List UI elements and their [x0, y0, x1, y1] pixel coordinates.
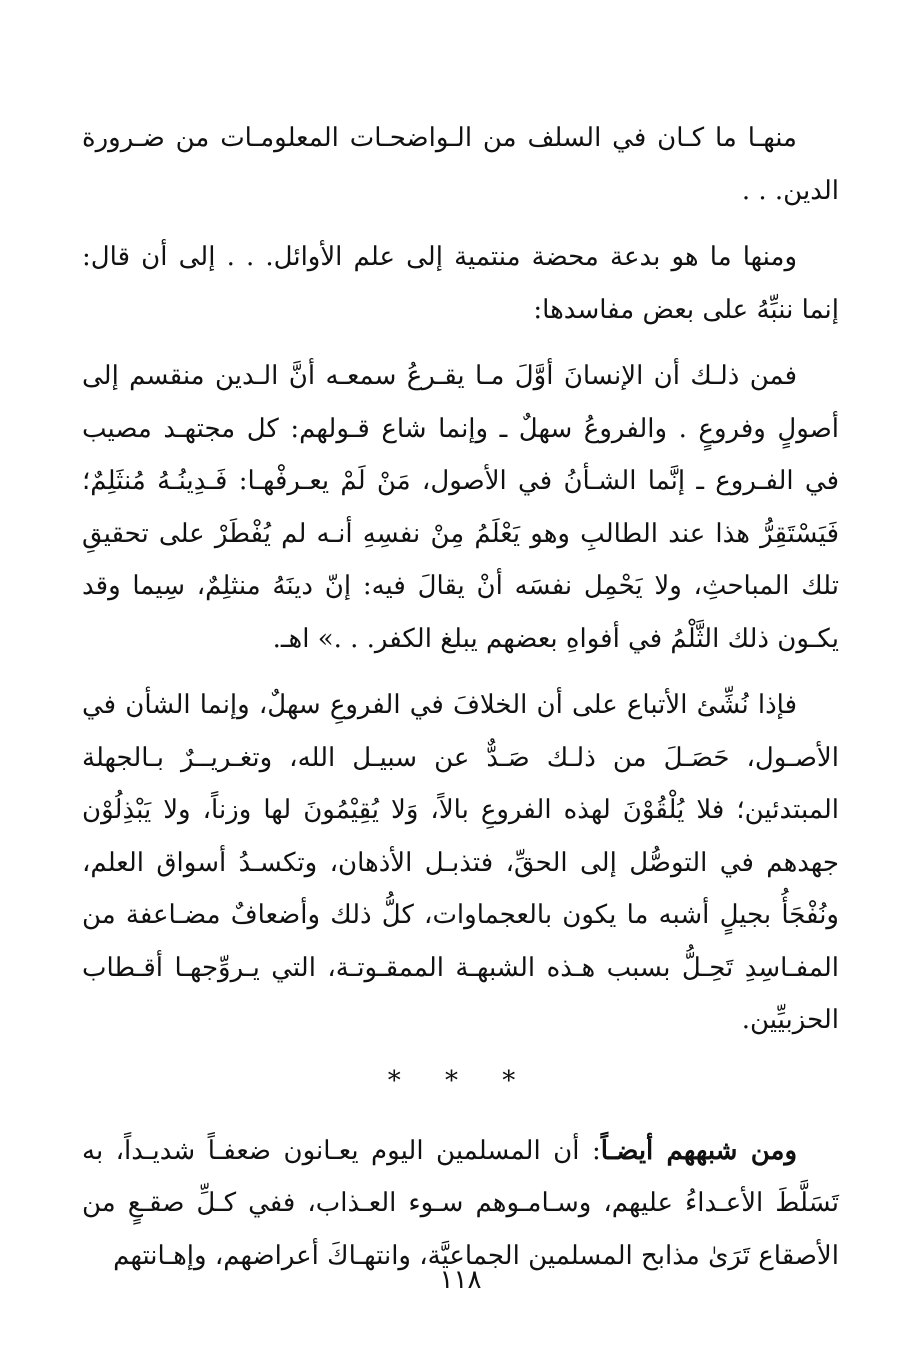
section-separator: * * * [387, 1065, 534, 1096]
paragraph-5-text: : أن المسلمين اليوم يعـانون ضعفـاً شديـداً، به تَسَلَّطَ الأعـداءُ عليهم، وسـامـوهم سـوء العـذاب، ففي كـلِّ صقـعٍ من الأصقاع تَرَىٰ مذابح المسلمين الجماعيَّة، وانتهـاكَ أعراضهم، وإهـانتهم [82, 1135, 839, 1271]
paragraph-1: منهـا ما كـان في السلف من الـواضحـات المعلومـات من ضـرورة الدين. . . [82, 123, 839, 206]
paragraph-3: فمن ذلـك أن الإنسانَ أوَّلَ مـا يقـرعُ سمعـه أنَّ الـدين منقسم إلى أصولٍ وفروعٍ . والفروعُ سهلٌ ـ وإنما شاع قـولهم: كل مجتهـد مصيب في الفـروع ـ إنَّما الشـأنُ في الأصول، مَنْ لَمْ يعـرفْهـا: فَـدِينُـهُ مُنثَلِمٌ؛ فَيَسْتَقِرُّ هذا عند الطالبِ وهو يَعْلَمُ مِنْ نفسِهِ أنـه لم يُفْطَرْ على تحقيقِ تلك المباحثِ، ولا يَحْمِل نفسَه أنْ يقالَ فيه: إنّ دينَهُ منثلِمٌ، سِيما وقد يكـون ذلك الثَّلْمُ في أفواهِ بعضهم يبلغ الكفر. . .» اهـ. [82, 361, 839, 654]
paragraph-5 [82, 1125, 839, 1283]
paragraph-5-lead: ومن شبههم أيضـاً [600, 1135, 797, 1166]
page-number: ١١٨ [439, 1265, 482, 1295]
paragraph-2: ومنها ما هو بدعة محضة منتمية إلى علم الأوائل. . . إلى أن قال: إنما ننبِّهُ على بعض مفاسدها: [82, 242, 839, 325]
paragraph-4: فإذا نُشِّئ الأتباع على أن الخلافَ في الفروعِ سهلٌ، وإنما الشأن في الأصـول، حَصَـلَ من ذلـك صَـدٌّ عن سبيـل الله، وتغـريــرٌ بـالجهلة المبتدئين؛ فلا يُلْقُوْنَ لهذه الفروعِ بالاً، وَلا يُقِيْمُونَ لها وزناً، ولا يَبْذِلُوْن جهدهم في التوصُّل إلى الحقِّ، فتذبـل الأذهان، وتكسـدُ أسواق العلم، ونُفْجَأُ بجيلٍ أشبه ما يكون بالعجماوات، كلُّ ذلك وأضعافٌ مضـاعفة من المفـاسِدِ تَحِـلُّ بسبب هـذه الشبهـة الممقـوتـة، التي يـروِّجهـا أقـطاب الحزبيِّين. [82, 690, 839, 1035]
